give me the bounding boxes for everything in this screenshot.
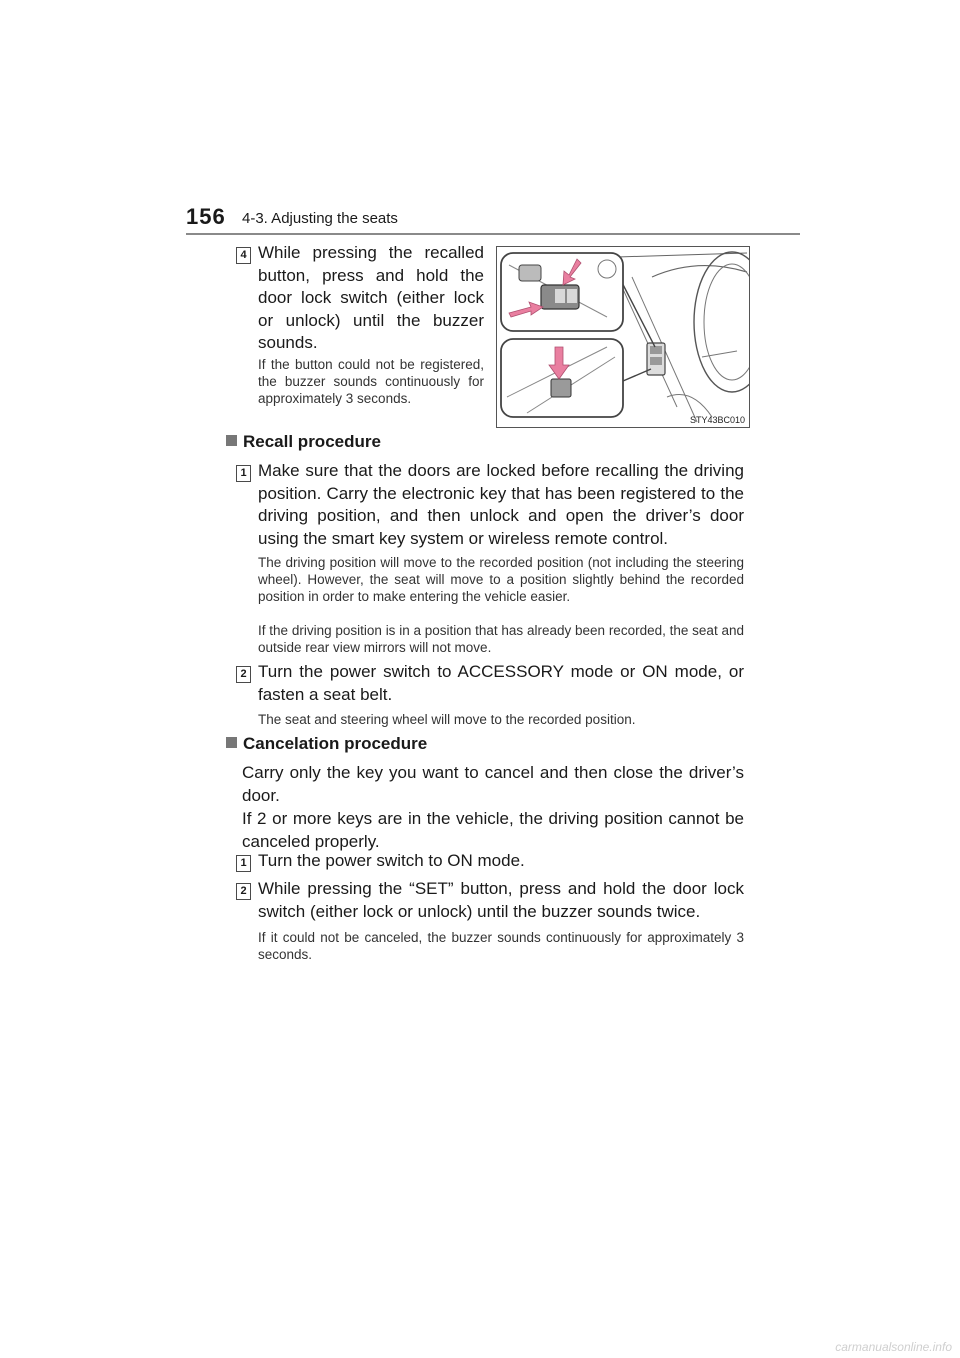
heading-square-icon bbox=[226, 737, 237, 748]
cancel-step-number-2: 2 bbox=[236, 883, 251, 900]
recall-step-1-note: The driving position will move to the recorded position (not including the steering wheel). However, the seat will move to a position slightly behind the recorded position in order to make entering the vehicle easier. bbox=[258, 555, 744, 604]
recall-step-2-text: Turn the power switch to ACCESSORY mode or ON mode, or fasten a seat belt. bbox=[258, 662, 744, 704]
cancel-heading-text: Cancelation procedure bbox=[243, 734, 428, 753]
page-number: 156 bbox=[186, 204, 226, 229]
cancel-step-number-1: 1 bbox=[236, 855, 251, 872]
cancel-intro-2: If 2 or more keys are in the vehicle, the driving position cannot be canceled properly. bbox=[242, 809, 744, 851]
cancel-step-1-text: Turn the power switch to ON mode. bbox=[258, 851, 525, 870]
step-number-4: 4 bbox=[236, 247, 251, 264]
door-switch-figure bbox=[496, 246, 750, 428]
recall-step-2-note: The seat and steering wheel will move to the recorded position. bbox=[258, 712, 636, 727]
recall-heading-text: Recall procedure bbox=[243, 432, 381, 451]
recall-step-number-2: 2 bbox=[236, 666, 251, 683]
door-lock-switch-illustration bbox=[497, 247, 749, 427]
recall-procedure-heading bbox=[226, 432, 381, 452]
header-rule bbox=[186, 233, 800, 235]
section-title: 4-3. Adjusting the seats bbox=[242, 210, 398, 227]
figure-code: STY43BC010 bbox=[689, 415, 745, 425]
recall-step-1-note-2: If the driving position is in a position that has already been recorded, the seat and outside rear view mirrors will not move. bbox=[258, 623, 744, 655]
step-4-note: If the button could not be registered, the buzzer sounds continuously for approximately 3 seconds. bbox=[258, 357, 484, 406]
recall-step-1-text: Make sure that the doors are locked before recalling the driving position. Carry the electronic key that has been registered to the driving position, and then unlock and open the driver’s door using the smart key system or wireless remote control. bbox=[258, 461, 744, 548]
heading-square-icon bbox=[226, 435, 237, 446]
cancel-intro-1: Carry only the key you want to cancel and then close the driver’s door. bbox=[242, 763, 744, 805]
cancel-step-2-text: While pressing the “SET” button, press and hold the door lock switch (either lock or unlock) until the buzzer sounds twice. bbox=[258, 879, 744, 921]
recall-step-number-1: 1 bbox=[236, 465, 251, 482]
cancelation-procedure-heading bbox=[226, 734, 427, 754]
cancel-step-2-note: If it could not be canceled, the buzzer sounds continuously for approximately 3 seconds. bbox=[258, 930, 744, 962]
step-4-text: While pressing the recalled button, press and hold the door lock switch (either lock or unlock) until the buzzer sounds. bbox=[258, 243, 484, 352]
watermark: carmanualsonline.info bbox=[835, 1340, 952, 1354]
